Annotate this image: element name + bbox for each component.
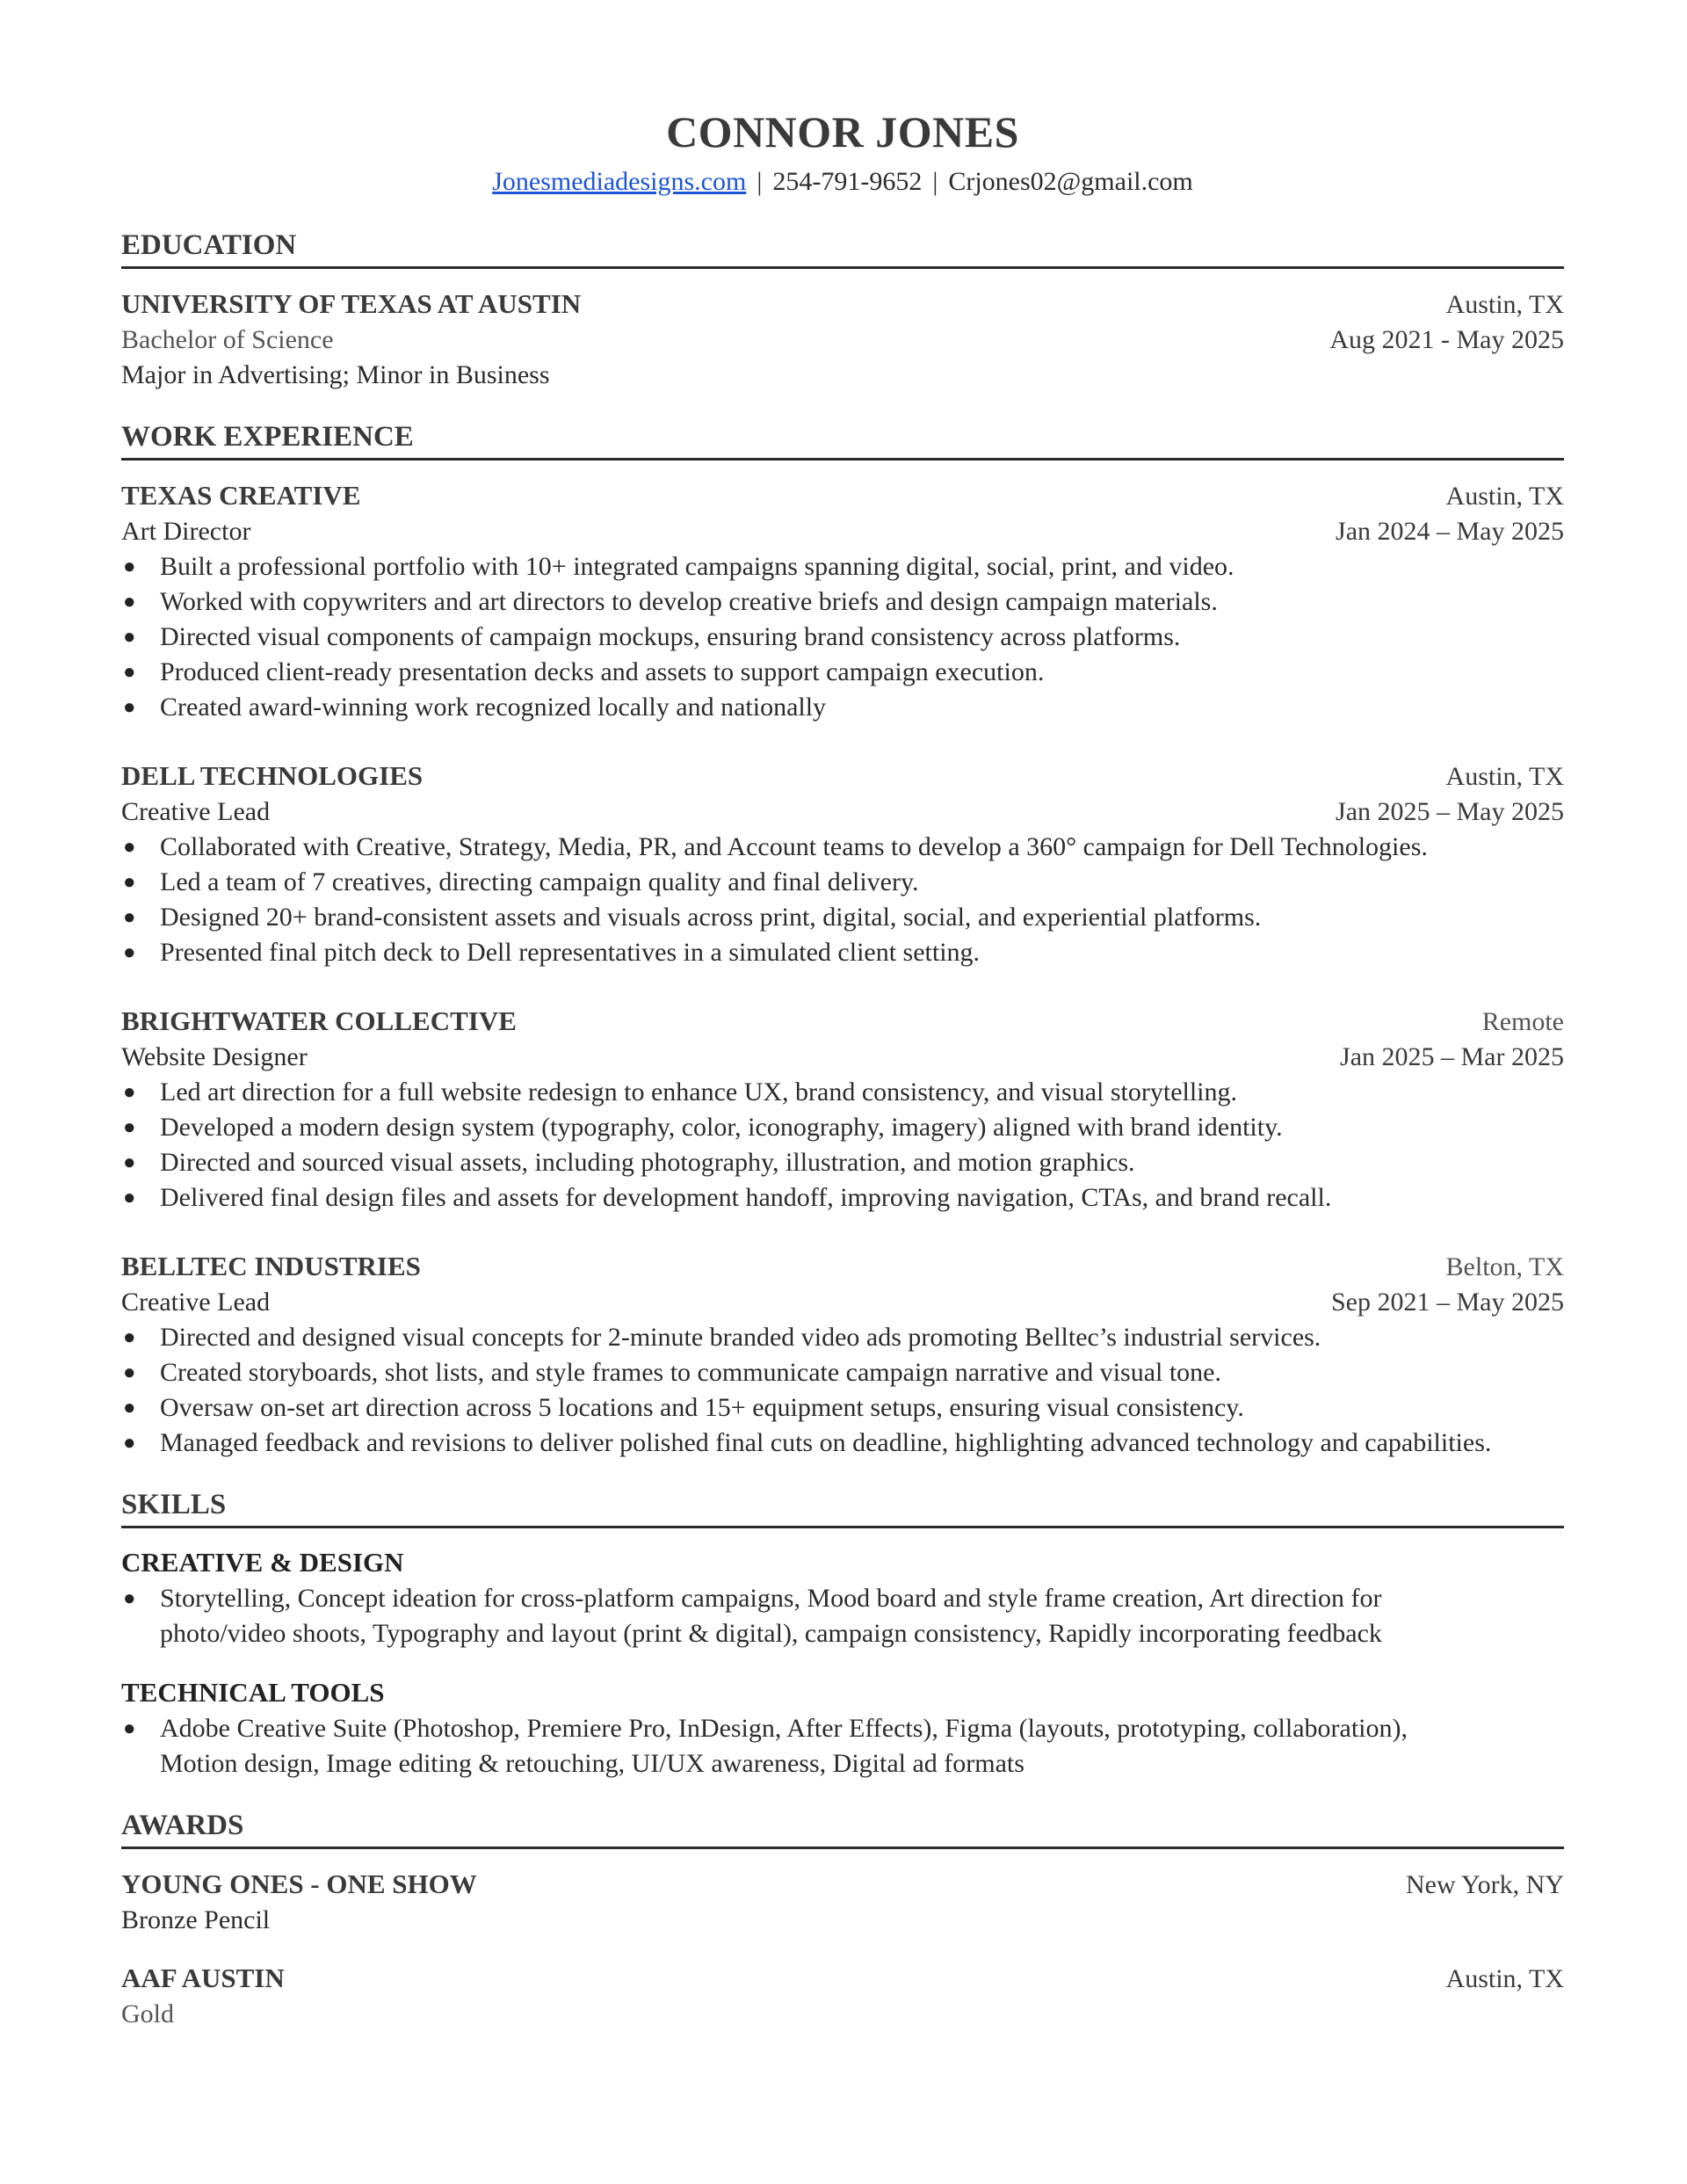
bullet-item: ● Directed and sourced visual assets, including photography, illustration, and motion graphics. (121, 1145, 1564, 1180)
job-org: BELLTEC INDUSTRIES (121, 1251, 421, 1281)
award-name: Bronze Pencil (121, 1905, 271, 1934)
job-dates: Jan 2025 – Mar 2025 (1340, 1042, 1564, 1071)
bullet-item: ● Collaborated with Creative, Strategy, Media, PR, and Account teams to develop a 360° campaign for Dell Technologies. (121, 830, 1564, 865)
bullet-item: ● Managed feedback and revisions to deliver polished final cuts on deadline, highlighting advanced technology and capabilities. (121, 1426, 1564, 1461)
award-entry (121, 1867, 1564, 1938)
bullet-item: ● Worked with copywriters and art directors to develop creative briefs and design campaign materials. (121, 584, 1564, 620)
award-name: Gold (121, 1999, 174, 2028)
skill-line: Storytelling, Concept ideation for cross-platform campaigns, Mood board and style frame creation, Art direction for (160, 1584, 1382, 1613)
bullet-item: ● Created award-winning work recognized locally and nationally (121, 690, 1564, 725)
website-link[interactable]: Jonesmediadesigns.com (492, 167, 747, 196)
bullet-item: ● Presented final pitch deck to Dell representatives in a simulated client setting. (121, 935, 1564, 970)
bullet-item (121, 1711, 1564, 1781)
candidate-name: CONNOR JONES (666, 107, 1019, 156)
award-entry (121, 1961, 1564, 2032)
skill-bullets (121, 1581, 1564, 1651)
degree: Bachelor of Science (121, 325, 334, 354)
bullet-item: ● Led a team of 7 creatives, directing campaign quality and final delivery. (121, 865, 1564, 900)
job-bullets (121, 1320, 1564, 1461)
school-name: UNIVERSITY OF TEXAS AT AUSTIN (121, 288, 582, 319)
skill-line: Motion design, Image editing & retouching, UI/UX awareness, Digital ad formats (160, 1749, 1025, 1778)
job-role: Website Designer (121, 1042, 308, 1071)
bullet-item: ● Oversaw on-set art direction across 5 locations and 15+ equipment setups, ensuring visual consistency. (121, 1390, 1564, 1426)
bullet-item: ● Directed visual components of campaign mockups, ensuring brand consistency across platforms. (121, 620, 1564, 655)
section-title-awards: AWARDS (121, 1806, 1564, 1849)
job-role: Creative Lead (121, 797, 271, 826)
job-location: Remote (1481, 1007, 1564, 1036)
contact-separator: | (757, 167, 763, 196)
job-location: Austin, TX (1445, 762, 1564, 791)
job-dates: Jan 2024 – May 2025 (1336, 517, 1564, 546)
job-org: DELL TECHNOLOGIES (121, 760, 424, 791)
skill-group-tools (121, 1674, 1564, 1781)
job-dates: Jan 2025 – May 2025 (1336, 797, 1564, 826)
phone-number: 254-791-9652 (772, 167, 923, 196)
section-title-education: EDUCATION (121, 226, 1564, 269)
job-org: BRIGHTWATER COLLECTIVE (121, 1005, 517, 1036)
job-entry (121, 758, 1564, 970)
section-title-skills: SKILLS (121, 1485, 1564, 1528)
job-bullets (121, 1075, 1564, 1215)
bullet-item: ● Led art direction for a full website redesign to enhance UX, brand consistency, and visual storytelling. (121, 1075, 1564, 1110)
job-org: TEXAS CREATIVE (121, 480, 361, 511)
major-minor: Major in Advertising; Minor in Business (121, 360, 550, 389)
skill-group-title: CREATIVE & DESIGN (121, 1547, 404, 1578)
email-address: Crjones02@gmail.com (948, 167, 1193, 196)
skills-section (121, 1485, 1564, 1781)
education-dates: Aug 2021 - May 2025 (1329, 325, 1564, 354)
skill-line: photo/video shoots, Typography and layout (print & digital), campaign consistency, Rapidly incorporating feedback (160, 1619, 1382, 1648)
resume-header (121, 101, 1564, 201)
skill-line: Adobe Creative Suite (Photoshop, Premiere Pro, InDesign, After Effects), Figma (layouts, prototyping, collaboration), (160, 1714, 1408, 1743)
job-location: Austin, TX (1445, 482, 1564, 511)
school-location: Austin, TX (1445, 290, 1564, 319)
resume-page (121, 101, 1564, 2032)
contact-separator: | (932, 167, 938, 196)
education-section (121, 226, 1564, 393)
section-title-work: WORK EXPERIENCE (121, 417, 1564, 461)
job-entry (121, 1004, 1564, 1215)
skill-group-title: TECHNICAL TOOLS (121, 1677, 385, 1708)
education-entry (121, 287, 1564, 393)
bullet-item: ● Produced client-ready presentation decks and assets to support campaign execution. (121, 655, 1564, 690)
work-section (121, 417, 1564, 1461)
award-org: YOUNG ONES - ONE SHOW (121, 1868, 477, 1899)
bullet-item: ● Built a professional portfolio with 10+ integrated campaigns spanning digital, social, print, and video. (121, 549, 1564, 584)
skill-group-creative (121, 1544, 1564, 1651)
job-location: Belton, TX (1445, 1252, 1564, 1281)
skill-bullets (121, 1711, 1564, 1781)
bullet-item: ● Created storyboards, shot lists, and style frames to communicate campaign narrative and visual tone. (121, 1355, 1564, 1390)
award-org: AAF AUSTIN (121, 1963, 285, 1993)
bullet-item: ● Developed a modern design system (typography, color, iconography, imagery) aligned with brand identity. (121, 1110, 1564, 1145)
job-entry (121, 478, 1564, 725)
contact-line (121, 163, 1564, 201)
job-bullets (121, 549, 1564, 725)
bullet-item: ● Designed 20+ brand-consistent assets and visuals across print, digital, social, and experiential platforms. (121, 900, 1564, 935)
bullet-item (121, 1581, 1564, 1651)
award-location: Austin, TX (1445, 1964, 1564, 1993)
job-bullets (121, 830, 1564, 970)
job-role: Art Director (121, 517, 251, 546)
job-dates: Sep 2021 – May 2025 (1331, 1288, 1564, 1317)
bullet-item: ● Delivered final design files and assets for development handoff, improving navigation, CTAs, and brand recall. (121, 1180, 1564, 1215)
bullet-item: ● Directed and designed visual concepts for 2-minute branded video ads promoting Belltec’s industrial services. (121, 1320, 1564, 1355)
job-entry (121, 1249, 1564, 1461)
job-role: Creative Lead (121, 1288, 271, 1317)
award-location: New York, NY (1405, 1870, 1564, 1899)
awards-section (121, 1806, 1564, 2032)
